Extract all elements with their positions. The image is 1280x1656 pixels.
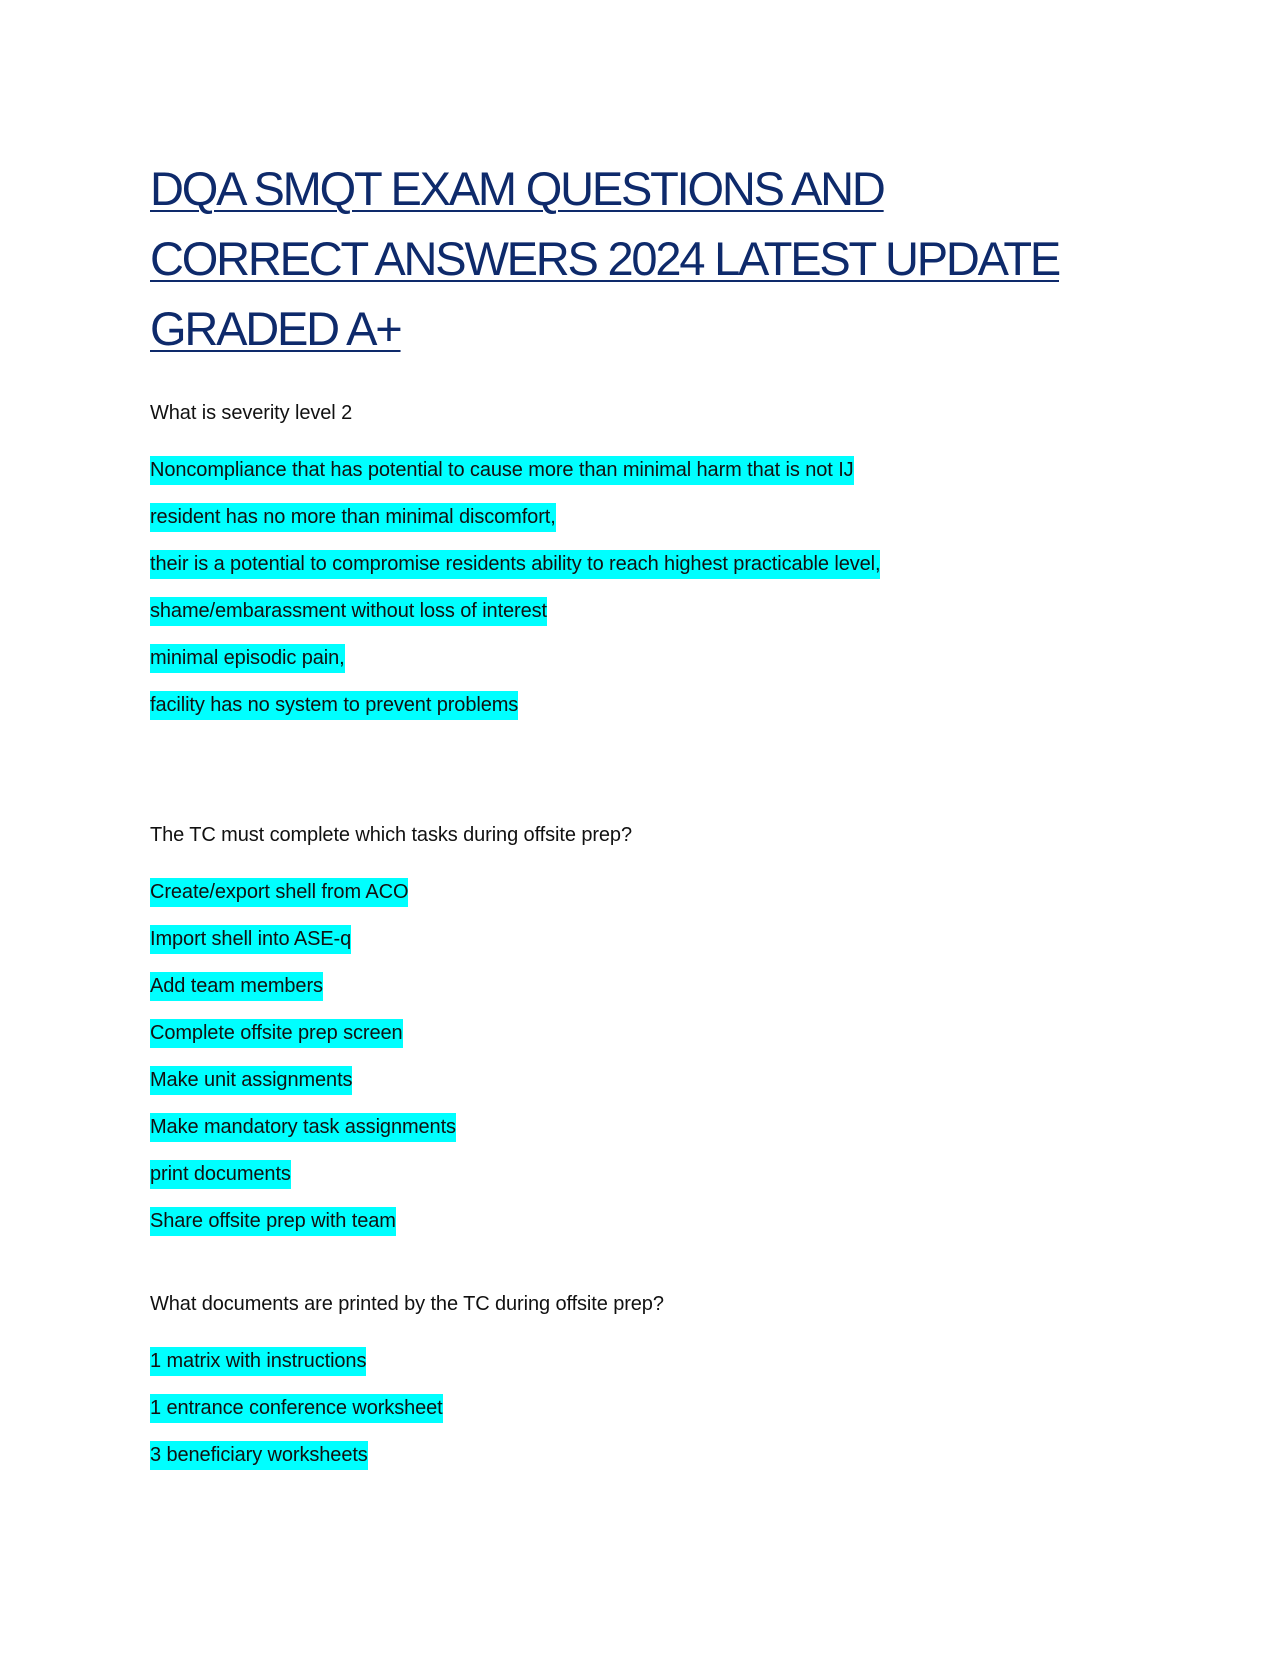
answer-line: 1 matrix with instructions bbox=[150, 1338, 664, 1385]
answer-line: 1 entrance conference worksheet bbox=[150, 1385, 664, 1432]
answer-line: Share offsite prep with team bbox=[150, 1198, 632, 1245]
title-line: CORRECT ANSWERS 2024 LATEST UPDATE bbox=[150, 232, 1059, 285]
answer-line: their is a potential to compromise residents ability to reach highest practicable level, bbox=[150, 541, 880, 588]
answer-line: resident has no more than minimal discomfort, bbox=[150, 494, 880, 541]
answer-line: minimal episodic pain, bbox=[150, 635, 880, 682]
answer-line: Create/export shell from ACO bbox=[150, 869, 632, 916]
title-line: GRADED A+ bbox=[150, 302, 401, 355]
answer-line: Complete offsite prep screen bbox=[150, 1010, 632, 1057]
answer-line: Make unit assignments bbox=[150, 1057, 632, 1104]
answer-line: shame/embarassment without loss of interest bbox=[150, 588, 880, 635]
document-title bbox=[150, 154, 1150, 364]
question-text: What documents are printed by the TC during offsite prep? bbox=[150, 1293, 664, 1315]
question-text: The TC must complete which tasks during offsite prep? bbox=[150, 824, 632, 846]
answer-line: Make mandatory task assignments bbox=[150, 1104, 632, 1151]
answer-line: facility has no system to prevent problems bbox=[150, 682, 880, 729]
question-block-1 bbox=[150, 400, 880, 729]
question-text: What is severity level 2 bbox=[150, 402, 353, 424]
question-block-3 bbox=[150, 1291, 664, 1479]
answer-line: print documents bbox=[150, 1151, 632, 1198]
answer-line: Import shell into ASE-q bbox=[150, 916, 632, 963]
answer-line: Noncompliance that has potential to cause more than minimal harm that is not IJ bbox=[150, 447, 880, 494]
title-line: DQA SMQT EXAM QUESTIONS AND bbox=[150, 162, 884, 215]
question-block-2 bbox=[150, 822, 632, 1245]
answer-line: 3 beneficiary worksheets bbox=[150, 1432, 664, 1479]
answer-line: Add team members bbox=[150, 963, 632, 1010]
